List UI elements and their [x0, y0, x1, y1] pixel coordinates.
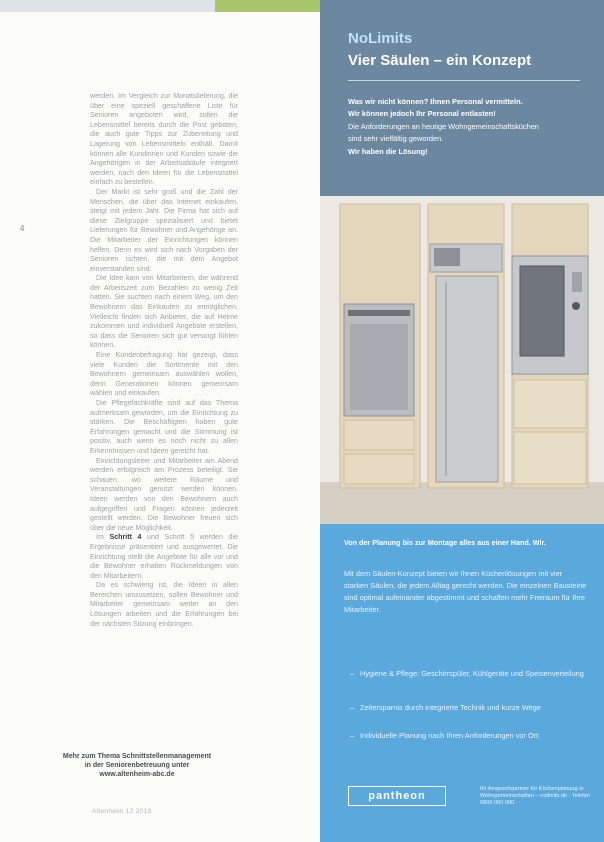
ad-bullet — [350, 730, 590, 742]
ad-lead-line: Wir haben die Lösung! — [348, 146, 428, 156]
dash-icon: – — [350, 703, 355, 712]
further-reading-note: Mehr zum Thema Schnittstellenmanagement in der Seniorenbetreuung unter www.altenheim-abc.de — [62, 753, 212, 778]
article-paragraph: Eine Kundenbefragung hat gezeigt, dass viele Kunden die Sortimente mit den Bewohnern gemeinsam auswählen wollen, denn Generationen können gemeinsam wählen und einkaufen. — [90, 351, 238, 398]
dash-icon: – — [350, 731, 355, 740]
ad-bullet — [350, 668, 590, 680]
ad-bullet — [350, 702, 590, 714]
ad-divider — [348, 80, 580, 81]
top-color-bar-accent — [215, 0, 320, 12]
article-paragraph-step4 — [90, 533, 238, 581]
advertisement — [320, 0, 604, 842]
kitchen-illustration — [320, 196, 604, 524]
ad-lead-line: Die Anforderungen an heutige Wohngemeinschaftsküchen — [348, 121, 539, 131]
step-prefix: Im — [96, 533, 110, 542]
article-paragraph: Einrichtungsleiter und Mitarbeiter am Abend werden erfolgreich am Prozess beteiligt. Sie schauen, wo weitere Räume und Veranstaltungen genutzt werden können. Ideen werden von den Bewohnern auch aufgegriffen und Fragen können jederzeit gestellt werden. Die Bewohner freuen sich über die neue Möglichkeit. — [90, 456, 238, 532]
ad-body-text: Mit dem Säulen-Konzept bieten wir Ihnen Küchenlösungen mit vier starken Säulen, die jedem Alltag gerecht werden. Die einzelnen Bausteine sind optimal aufeinander abgestimmt und schaffen mehr Freiraum für Ihre Mitarbeiter. — [344, 569, 587, 614]
article-paragraph: Die Pflegefachkräfte sind auf das Thema aufmerksam geworden, um die Einrichtung zu stärken. Die Beschäftigten haben gute Erfahrungen gemacht und die Stimmung ist positiv, auch wenn es noch nicht zu allen Erkenntnissen und Ideen gereicht hat. — [90, 399, 238, 455]
ad-lead-line: Was wir nicht können? Ihnen Personal vermitteln. — [348, 97, 523, 106]
article-column — [90, 92, 238, 629]
ad-brand: NoLimits — [348, 30, 413, 47]
ad-info-panel — [320, 524, 604, 842]
ad-bullet-text: Zeitersparnis durch integrierte Technik und kurze Wege — [360, 703, 541, 712]
article-paragraph: werden. Im Vergleich zur Monatslieferung, die über eine speziell geschaffene Liste für Senioren angeboten wird, sollen die Lebensmittel bereits durch die Post geboten, die auch gute Tipps zur Zubereitung und Lagerung von Lebensmitteln enthält. Damit können alle Kundinnen und Kunden sowie die Angehörigen in der Arbeitsabläufe integriert werden, nach den Ideen für die Lebensmittel einfach zu bestellen. — [90, 92, 238, 187]
ad-lead-line: sind sehr vielfältig geworden. — [348, 134, 444, 144]
ad-headline: Vier Säulen – ein Konzept — [348, 52, 532, 69]
article-paragraph: Da es schwierig ist, die Ideen in allen Bereichen umzusetzen, sollen Bewohner und Mitarbeiter gemeinsam weiter an den Lösungen arbeiten und die Erfahrungen bei der nächsten Sitzung einbringen. — [90, 581, 238, 628]
ad-header — [320, 0, 604, 196]
company-logo: pantheon — [348, 786, 446, 806]
ad-bullet-text: Individuelle Planung nach Ihren Anforderungen vor Ort — [360, 731, 539, 740]
kitchen-product-photo — [320, 196, 604, 524]
ad-contact: Ihr Ansprechpartner für Küchenplanung in Wohngemeinschaften – nolimits.de · Telefon 0800 000 000 — [480, 786, 590, 806]
ad-section-heading: Von der Planung bis zur Montage alles aus einer Hand. Wir. — [344, 538, 546, 547]
article-paragraph: Die Idee kam von Mitarbeitern, die während der Arbeitszeit zum Bezahlen zu wenig Zeit hatten. Sie suchten nach einem Weg, um den Bewohnern das Einkaufen zu ermöglichen. Vielleicht finden sich Anbieter, die auf Heime zukommen und individuell Angebote erstellen, so dass die Senioren sich gut versorgt fühlen können. — [90, 274, 238, 350]
ad-lead — [348, 96, 588, 158]
step-label: Schritt 4 — [109, 533, 142, 542]
step-text: und Schritt 5 werden die Ergebnisse präsentiert und ausgewertet. Die Einrichtung stellt die Angebote für alle vor und die Bewohner erhalten Rückmeldungen von den Mitarbeitern. — [90, 533, 238, 580]
ad-bullet-text: Hygiene & Pflege: Geschirrspüler, Kühlgeräte und Speisenverteilung — [360, 669, 584, 678]
ad-lead-line: Wir können jedoch Ihr Personal entlasten! — [348, 109, 496, 119]
margin-marker: 4 — [20, 224, 25, 233]
article-paragraph: Der Markt ist sehr groß und die Zahl der Menschen, die über das Internet einkaufen, steigt mit jedem Jahr. Die Firma hat sich auf diese Zielgruppe spezialisiert und bietet Lieferungen für Bewohner und Angehörige an. Die Mitarbeiter der Einrichtungen können helfen. Denn es wird sich nach Vorgaben der Senioren richten, die mit dem Angebot einverstanden sind. — [90, 187, 238, 273]
dash-icon: – — [350, 669, 355, 678]
page-footer: Altenheim 12 2013 — [92, 808, 152, 815]
top-color-bar — [0, 0, 320, 12]
